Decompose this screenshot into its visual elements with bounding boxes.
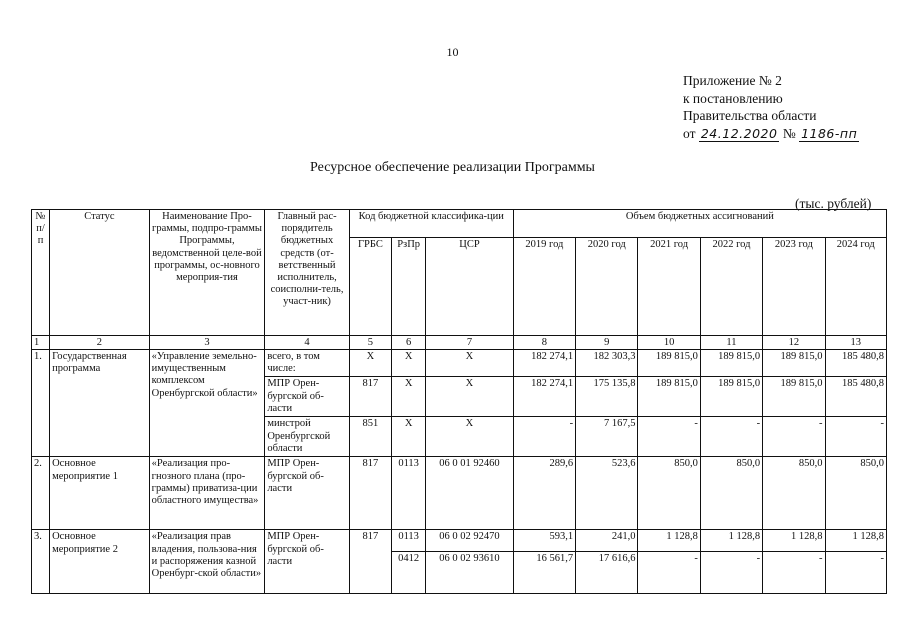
value-2024: - xyxy=(825,417,886,457)
value-2023: 1 128,8 xyxy=(763,530,825,552)
row-admin: минстрой Оренбургской области xyxy=(265,417,349,457)
value-2022: - xyxy=(700,552,762,594)
value-2020: 175 135,8 xyxy=(576,377,638,417)
column-number-row xyxy=(32,336,887,350)
row-num: 3. xyxy=(32,530,50,594)
value-2023: 850,0 xyxy=(763,457,825,530)
value-2021: 189 815,0 xyxy=(638,377,700,417)
page-number: 10 xyxy=(446,45,459,59)
value-2020: 17 616,6 xyxy=(576,552,638,594)
value-2020: 241,0 xyxy=(576,530,638,552)
row-rzpr: Х xyxy=(392,377,426,417)
value-2020: 182 303,3 xyxy=(576,350,638,377)
row-grbs: 817 xyxy=(349,530,391,594)
col-number: 10 xyxy=(638,336,700,350)
col-number: 7 xyxy=(426,336,514,350)
value-2022: 189 815,0 xyxy=(700,377,762,417)
header-year-2024: 2024 год xyxy=(825,238,886,336)
header-row-1 xyxy=(32,210,887,238)
header-name: Наименование Про-граммы, подпро-граммы Программы, ведомственной целе-вой программы, ос-новного мероприя-тия xyxy=(149,210,265,336)
value-2021: 1 128,8 xyxy=(638,530,700,552)
col-number: 9 xyxy=(576,336,638,350)
header-year-2020: 2020 год xyxy=(576,238,638,336)
col-number: 5 xyxy=(349,336,391,350)
row-status: Основное мероприятие 1 xyxy=(50,457,150,530)
row-rzpr: 0412 xyxy=(392,552,426,594)
row-rzpr: Х xyxy=(392,417,426,457)
header-status: Статус xyxy=(50,210,150,336)
row-admin: всего, в том числе: xyxy=(265,350,349,377)
row-name: «Реализация про-гнозного плана (про-граммы) приватиза-ции областного имущества» xyxy=(149,457,265,530)
value-2024: 1 128,8 xyxy=(825,530,886,552)
value-2022: - xyxy=(700,417,762,457)
header-grbs: ГРБС xyxy=(349,238,391,336)
resource-table xyxy=(31,209,887,594)
appendix-line-1: Приложение № 2 xyxy=(683,73,782,88)
col-number: 8 xyxy=(513,336,575,350)
value-2022: 189 815,0 xyxy=(700,350,762,377)
handwritten-number: 1186-пп xyxy=(801,125,858,141)
row-csr: 06 0 01 92460 xyxy=(426,457,514,530)
value-2020: 7 167,5 xyxy=(576,417,638,457)
header-csr: ЦСР xyxy=(426,238,514,336)
header-num: № п/п xyxy=(32,210,50,336)
value-2024: - xyxy=(825,552,886,594)
row-status: Государственная программа xyxy=(50,350,150,457)
row-admin: МПР Орен-бургской об-ласти xyxy=(265,457,349,530)
value-2023: 189 815,0 xyxy=(763,377,825,417)
col-number: 12 xyxy=(763,336,825,350)
value-2019: - xyxy=(513,417,575,457)
value-2021: 189 815,0 xyxy=(638,350,700,377)
header-admin: Главный рас-порядитель бюджетных средств (от-ветственный исполнитель, соисполни-тель, участ-ник) xyxy=(265,210,349,336)
row-rzpr: 0113 xyxy=(392,457,426,530)
row-grbs: Х xyxy=(349,350,391,377)
row-admin: МПР Орен-бургской об-ласти xyxy=(265,530,349,594)
row-rzpr: 0113 xyxy=(392,530,426,552)
row-csr: 06 0 02 92470 xyxy=(426,530,514,552)
header-year-2019: 2019 год xyxy=(513,238,575,336)
header-year-2021: 2021 год xyxy=(638,238,700,336)
appendix-line-2: к постановлению xyxy=(683,90,783,106)
value-2024: 185 480,8 xyxy=(825,377,886,417)
col-number: 11 xyxy=(700,336,762,350)
row-csr: Х xyxy=(426,417,514,457)
col-number: 1 xyxy=(32,336,50,350)
appendix-block xyxy=(683,72,859,142)
value-2020: 523,6 xyxy=(576,457,638,530)
appendix-line-4 xyxy=(683,125,859,143)
header-volume: Объем бюджетных ассигнований xyxy=(513,210,886,238)
row-status: Основное мероприятие 2 xyxy=(50,530,150,594)
row-rzpr: Х xyxy=(392,350,426,377)
col-number: 2 xyxy=(50,336,150,350)
header-rzpr: РзПр xyxy=(392,238,426,336)
col-number: 6 xyxy=(392,336,426,350)
value-2021: - xyxy=(638,552,700,594)
table-row xyxy=(32,530,887,552)
number-label: № xyxy=(782,125,796,141)
row-num: 1. xyxy=(32,350,50,457)
value-2019: 593,1 xyxy=(513,530,575,552)
row-csr: Х xyxy=(426,377,514,417)
header-budget-code: Код бюджетной классифика-ции xyxy=(349,210,513,238)
from-label: от xyxy=(683,125,696,141)
table-row xyxy=(32,457,887,530)
value-2021: - xyxy=(638,417,700,457)
row-grbs: 817 xyxy=(349,457,391,530)
value-2023: - xyxy=(763,552,825,594)
row-csr: 06 0 02 93610 xyxy=(426,552,514,594)
row-num: 2. xyxy=(32,457,50,530)
table-row xyxy=(32,350,887,377)
value-2022: 1 128,8 xyxy=(700,530,762,552)
value-2019: 16 561,7 xyxy=(513,552,575,594)
appendix-line-3: Правительства области xyxy=(683,108,817,123)
value-2022: 850,0 xyxy=(700,457,762,530)
row-grbs: 817 xyxy=(349,377,391,417)
row-name: «Управление земельно-имущественным комплексом Оренбургской области» xyxy=(149,350,265,457)
header-year-2022: 2022 год xyxy=(700,238,762,336)
value-2023: - xyxy=(763,417,825,457)
units-label: (тыс. рублей) xyxy=(795,196,872,211)
handwritten-date: 24.12.2020 xyxy=(700,125,778,141)
col-number: 4 xyxy=(265,336,349,350)
row-grbs: 851 xyxy=(349,417,391,457)
row-csr: Х xyxy=(426,350,514,377)
value-2024: 185 480,8 xyxy=(825,350,886,377)
value-2019: 182 274,1 xyxy=(513,377,575,417)
value-2024: 850,0 xyxy=(825,457,886,530)
col-number: 3 xyxy=(149,336,265,350)
value-2019: 289,6 xyxy=(513,457,575,530)
document-title: Ресурсное обеспечение реализации Программы xyxy=(310,160,595,175)
value-2019: 182 274,1 xyxy=(513,350,575,377)
col-number: 13 xyxy=(825,336,886,350)
row-name: «Реализация прав владения, пользова-ния и распоряжения казной Оренбург-ской области» xyxy=(149,530,265,594)
value-2021: 850,0 xyxy=(638,457,700,530)
value-2023: 189 815,0 xyxy=(763,350,825,377)
header-year-2023: 2023 год xyxy=(763,238,825,336)
row-admin: МПР Орен-бургской об-ласти xyxy=(265,377,349,417)
